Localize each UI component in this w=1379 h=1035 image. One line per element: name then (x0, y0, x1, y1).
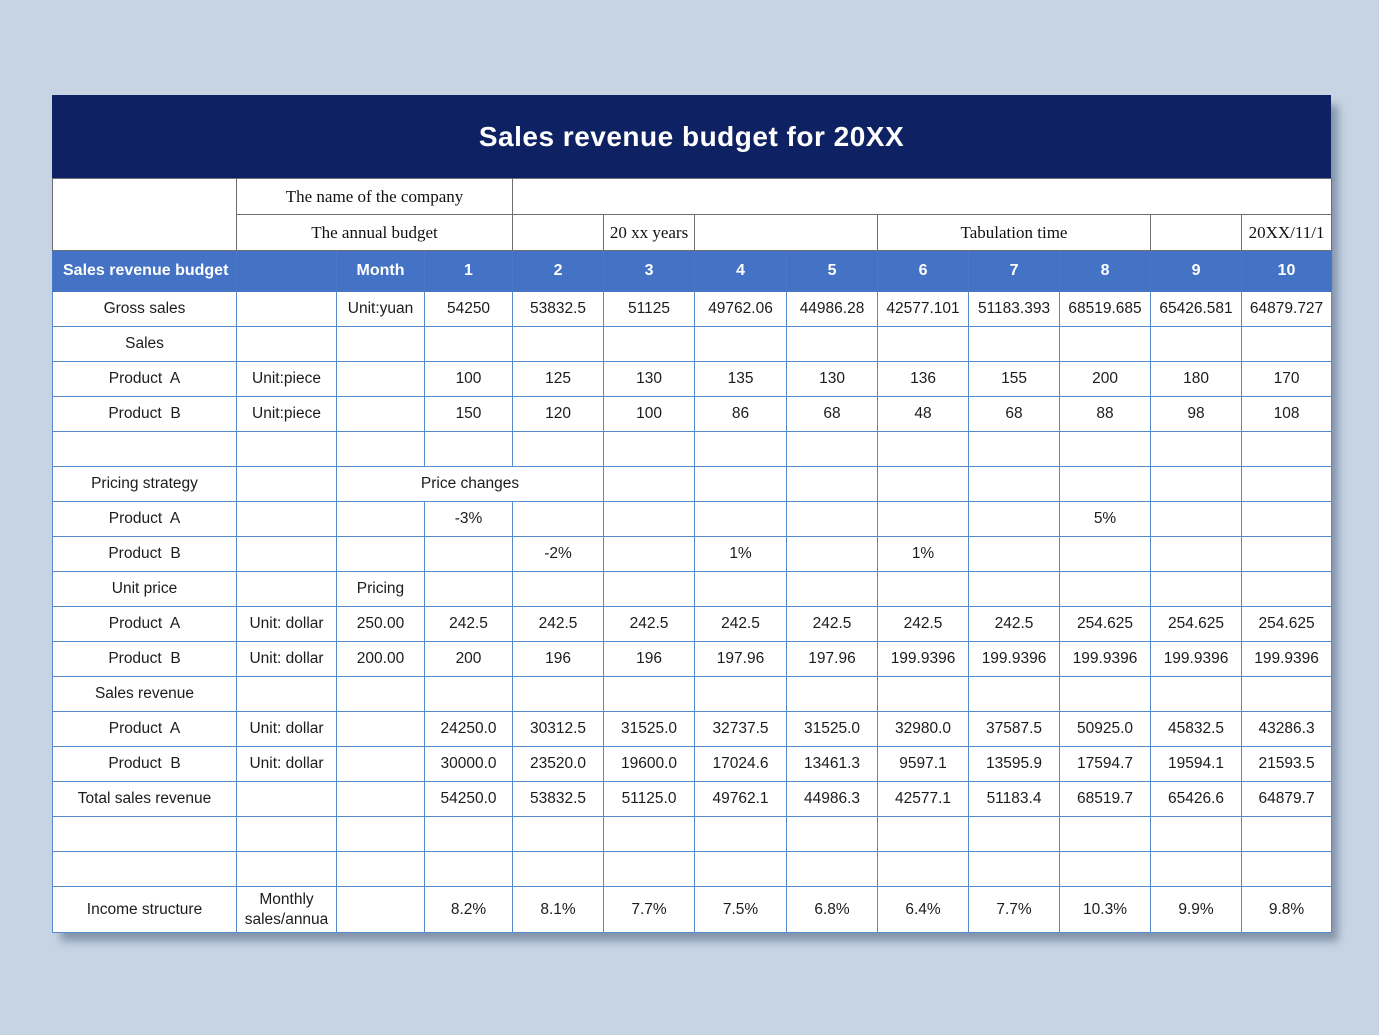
table-cell-r7-c11[interactable] (1151, 432, 1242, 467)
table-cell-r8-c1[interactable] (237, 467, 337, 502)
table-cell-r5-c7[interactable]: 130 (787, 362, 878, 397)
table-cell-r11-c9[interactable] (969, 572, 1060, 607)
table-cell-r20-c6[interactable]: 7.5% (695, 887, 787, 933)
table-cell-r19-c10[interactable] (1060, 852, 1151, 887)
table-cell-r18-c8[interactable] (878, 817, 969, 852)
table-cell-r14-c12[interactable] (1242, 677, 1332, 712)
table-cell-r7-c6[interactable] (695, 432, 787, 467)
table-cell-r19-c0[interactable] (53, 852, 237, 887)
table-cell-r18-c10[interactable] (1060, 817, 1151, 852)
table-cell-r3-c2[interactable]: Unit:yuan (337, 292, 425, 327)
table-cell-r5-c10[interactable]: 200 (1060, 362, 1151, 397)
table-cell-r20-c8[interactable]: 6.4% (878, 887, 969, 933)
table-cell-r17-c1[interactable] (237, 782, 337, 817)
table-row (53, 572, 1332, 607)
table-cell-r16-c4[interactable]: 23520.0 (513, 747, 604, 782)
spreadsheet (52, 95, 1331, 933)
table-cell-r2-c3[interactable]: 1 (425, 251, 513, 292)
table-cell-r19-c6[interactable] (695, 852, 787, 887)
table-cell-r4-c0[interactable]: Sales (53, 327, 237, 362)
table-cell-r15-c7[interactable]: 31525.0 (787, 712, 878, 747)
table-cell-r6-c4[interactable]: 120 (513, 397, 604, 432)
table-cell-r13-c2[interactable]: 200.00 (337, 642, 425, 677)
table-cell-r2-c9[interactable]: 7 (969, 251, 1060, 292)
table-cell-r2-c11[interactable]: 9 (1151, 251, 1242, 292)
table-cell-r12-c10[interactable]: 254.625 (1060, 607, 1151, 642)
table-cell-r3-c1[interactable] (237, 292, 337, 327)
table-cell-r3-c10[interactable]: 68519.685 (1060, 292, 1151, 327)
table-cell-r19-c8[interactable] (878, 852, 969, 887)
table-cell-r19-c12[interactable] (1242, 852, 1332, 887)
table-cell-r10-c5[interactable] (604, 537, 695, 572)
table-row (53, 852, 1332, 887)
table-cell-r19-c4[interactable] (513, 852, 604, 887)
table-cell-r9-c11[interactable] (1151, 502, 1242, 537)
table-cell-r12-c5[interactable]: 242.5 (604, 607, 695, 642)
table-cell-r6-c6[interactable]: 86 (695, 397, 787, 432)
table-cell-r1-c4[interactable]: Tabulation time (878, 215, 1151, 251)
table-cell-r3-c3[interactable]: 54250 (425, 292, 513, 327)
table-cell-r11-c3[interactable] (425, 572, 513, 607)
table-cell-r10-c12[interactable] (1242, 537, 1332, 572)
table-cell-r12-c11[interactable]: 254.625 (1151, 607, 1242, 642)
table-cell-r8-c4[interactable] (695, 467, 787, 502)
table-cell-r4-c5[interactable] (604, 327, 695, 362)
table-cell-r4-c10[interactable] (1060, 327, 1151, 362)
table-cell-r1-c3[interactable] (695, 215, 878, 251)
table-cell-r18-c3[interactable] (425, 817, 513, 852)
table-cell-r19-c3[interactable] (425, 852, 513, 887)
table-cell-r6-c5[interactable]: 100 (604, 397, 695, 432)
table-cell-r9-c1[interactable] (237, 502, 337, 537)
table-row (53, 397, 1332, 432)
table-cell-r17-c2[interactable] (337, 782, 425, 817)
table-cell-r4-c12[interactable] (1242, 327, 1332, 362)
table-cell-r16-c9[interactable]: 13595.9 (969, 747, 1060, 782)
table-cell-r20-c12[interactable]: 9.8% (1242, 887, 1332, 933)
table-cell-r15-c3[interactable]: 24250.0 (425, 712, 513, 747)
table-cell-r14-c9[interactable] (969, 677, 1060, 712)
table-cell-r5-c11[interactable]: 180 (1151, 362, 1242, 397)
table-cell-r4-c8[interactable] (878, 327, 969, 362)
table-cell-r17-c4[interactable]: 53832.5 (513, 782, 604, 817)
table-row (53, 642, 1332, 677)
table-cell-r17-c0[interactable]: Total sales revenue (53, 782, 237, 817)
table-cell-r0-c1[interactable]: The name of the company (237, 179, 513, 215)
table-cell-r6-c0[interactable]: Product B (53, 397, 237, 432)
table-cell-r19-c5[interactable] (604, 852, 695, 887)
table-cell-r16-c7[interactable]: 13461.3 (787, 747, 878, 782)
table-cell-r13-c9[interactable]: 199.9396 (969, 642, 1060, 677)
table-cell-r9-c7[interactable] (787, 502, 878, 537)
table-cell-r18-c2[interactable] (337, 817, 425, 852)
table-cell-r12-c1[interactable]: Unit: dollar (237, 607, 337, 642)
table-cell-r14-c0[interactable]: Sales revenue (53, 677, 237, 712)
table-cell-r17-c8[interactable]: 42577.1 (878, 782, 969, 817)
table-cell-r13-c1[interactable]: Unit: dollar (237, 642, 337, 677)
table-cell-r10-c10[interactable] (1060, 537, 1151, 572)
table-cell-r19-c1[interactable] (237, 852, 337, 887)
table-cell-r15-c12[interactable]: 43286.3 (1242, 712, 1332, 747)
table-cell-r18-c7[interactable] (787, 817, 878, 852)
table-cell-r9-c8[interactable] (878, 502, 969, 537)
table-cell-r14-c5[interactable] (604, 677, 695, 712)
table-cell-r15-c1[interactable]: Unit: dollar (237, 712, 337, 747)
table-cell-r2-c10[interactable]: 8 (1060, 251, 1151, 292)
table-cell-r9-c5[interactable] (604, 502, 695, 537)
table-cell-r1-c5[interactable] (1151, 215, 1242, 251)
table-cell-r10-c9[interactable] (969, 537, 1060, 572)
table-cell-r2-c0[interactable]: Sales revenue budget (53, 251, 237, 292)
table-cell-r7-c5[interactable] (604, 432, 695, 467)
table-cell-r12-c12[interactable]: 254.625 (1242, 607, 1332, 642)
table-cell-r13-c6[interactable]: 197.96 (695, 642, 787, 677)
table-cell-r9-c12[interactable] (1242, 502, 1332, 537)
table-cell-r5-c12[interactable]: 170 (1242, 362, 1332, 397)
table-row (53, 215, 1332, 251)
table-cell-r3-c7[interactable]: 44986.28 (787, 292, 878, 327)
table-cell-r11-c8[interactable] (878, 572, 969, 607)
table-cell-r10-c11[interactable] (1151, 537, 1242, 572)
table-cell-r17-c7[interactable]: 44986.3 (787, 782, 878, 817)
table-cell-r17-c5[interactable]: 51125.0 (604, 782, 695, 817)
table-cell-r4-c11[interactable] (1151, 327, 1242, 362)
table-cell-r20-c3[interactable]: 8.2% (425, 887, 513, 933)
table-cell-r7-c10[interactable] (1060, 432, 1151, 467)
table-cell-r0-c0[interactable] (53, 179, 237, 251)
table-cell-r2-c2[interactable]: Month (337, 251, 425, 292)
table-cell-r6-c10[interactable]: 88 (1060, 397, 1151, 432)
table-cell-r9-c3[interactable]: -3% (425, 502, 513, 537)
table-cell-r5-c1[interactable]: Unit:piece (237, 362, 337, 397)
table-cell-r16-c5[interactable]: 19600.0 (604, 747, 695, 782)
table-cell-r6-c9[interactable]: 68 (969, 397, 1060, 432)
table-cell-r4-c4[interactable] (513, 327, 604, 362)
table-cell-r7-c9[interactable] (969, 432, 1060, 467)
table-cell-r4-c3[interactable] (425, 327, 513, 362)
table-cell-r13-c8[interactable]: 199.9396 (878, 642, 969, 677)
table-cell-r18-c9[interactable] (969, 817, 1060, 852)
table-cell-r11-c6[interactable] (695, 572, 787, 607)
table-row (53, 292, 1332, 327)
sheet-title-text: Sales revenue budget for 20XX (478, 120, 905, 152)
table-cell-r16-c6[interactable]: 17024.6 (695, 747, 787, 782)
table-cell-r15-c2[interactable] (337, 712, 425, 747)
table-cell-r2-c6[interactable]: 4 (695, 251, 787, 292)
table-cell-r3-c9[interactable]: 51183.393 (969, 292, 1060, 327)
table-cell-r8-c7[interactable] (969, 467, 1060, 502)
table-cell-r20-c10[interactable]: 10.3% (1060, 887, 1151, 933)
sheet-title (52, 95, 1331, 178)
table-cell-r12-c6[interactable]: 242.5 (695, 607, 787, 642)
table-cell-r10-c0[interactable]: Product B (53, 537, 237, 572)
table-row (53, 607, 1332, 642)
table-cell-r11-c10[interactable] (1060, 572, 1151, 607)
table-cell-r6-c2[interactable] (337, 397, 425, 432)
table-row (53, 817, 1332, 852)
table-cell-r4-c1[interactable] (237, 327, 337, 362)
table-row (53, 432, 1332, 467)
budget-table-body (53, 179, 1332, 933)
table-cell-r4-c6[interactable] (695, 327, 787, 362)
table-cell-r11-c11[interactable] (1151, 572, 1242, 607)
table-cell-r18-c12[interactable] (1242, 817, 1332, 852)
table-cell-r20-c9[interactable]: 7.7% (969, 887, 1060, 933)
table-cell-r10-c3[interactable] (425, 537, 513, 572)
table-cell-r16-c11[interactable]: 19594.1 (1151, 747, 1242, 782)
table-cell-r2-c5[interactable]: 3 (604, 251, 695, 292)
table-cell-r13-c10[interactable]: 199.9396 (1060, 642, 1151, 677)
table-cell-r15-c6[interactable]: 32737.5 (695, 712, 787, 747)
table-cell-r20-c7[interactable]: 6.8% (787, 887, 878, 933)
table-cell-r1-c6[interactable]: 20XX/11/1 (1242, 215, 1332, 251)
budget-table (52, 178, 1332, 933)
table-cell-r20-c2[interactable] (337, 887, 425, 933)
table-cell-r8-c0[interactable]: Pricing strategy (53, 467, 237, 502)
table-cell-r8-c6[interactable] (878, 467, 969, 502)
table-cell-r11-c4[interactable] (513, 572, 604, 607)
table-cell-r8-c9[interactable] (1151, 467, 1242, 502)
table-cell-r16-c8[interactable]: 9597.1 (878, 747, 969, 782)
table-cell-r10-c2[interactable] (337, 537, 425, 572)
table-cell-r8-c5[interactable] (787, 467, 878, 502)
table-row (53, 502, 1332, 537)
table-cell-r4-c7[interactable] (787, 327, 878, 362)
table-cell-r7-c7[interactable] (787, 432, 878, 467)
table-cell-r11-c2[interactable]: Pricing (337, 572, 425, 607)
table-cell-r19-c2[interactable] (337, 852, 425, 887)
table-cell-r2-c8[interactable]: 6 (878, 251, 969, 292)
table-cell-r18-c5[interactable] (604, 817, 695, 852)
table-cell-r9-c6[interactable] (695, 502, 787, 537)
table-cell-r10-c8[interactable]: 1% (878, 537, 969, 572)
table-cell-r19-c11[interactable] (1151, 852, 1242, 887)
table-cell-r3-c11[interactable]: 65426.581 (1151, 292, 1242, 327)
table-cell-r12-c3[interactable]: 242.5 (425, 607, 513, 642)
table-cell-r6-c1[interactable]: Unit:piece (237, 397, 337, 432)
table-cell-r16-c0[interactable]: Product B (53, 747, 237, 782)
table-cell-r16-c1[interactable]: Unit: dollar (237, 747, 337, 782)
table-cell-r10-c6[interactable]: 1% (695, 537, 787, 572)
table-cell-r15-c11[interactable]: 45832.5 (1151, 712, 1242, 747)
table-cell-r18-c0[interactable] (53, 817, 237, 852)
table-row (53, 251, 1332, 292)
table-cell-r17-c9[interactable]: 51183.4 (969, 782, 1060, 817)
table-cell-r13-c0[interactable]: Product B (53, 642, 237, 677)
table-cell-r16-c12[interactable]: 21593.5 (1242, 747, 1332, 782)
table-cell-r11-c1[interactable] (237, 572, 337, 607)
table-cell-r8-c8[interactable] (1060, 467, 1151, 502)
table-cell-r20-c4[interactable]: 8.1% (513, 887, 604, 933)
table-cell-r18-c6[interactable] (695, 817, 787, 852)
table-cell-r14-c8[interactable] (878, 677, 969, 712)
table-cell-r14-c4[interactable] (513, 677, 604, 712)
table-row (53, 712, 1332, 747)
table-cell-r14-c2[interactable] (337, 677, 425, 712)
table-cell-r16-c10[interactable]: 17594.7 (1060, 747, 1151, 782)
table-cell-r2-c4[interactable]: 2 (513, 251, 604, 292)
table-row (53, 467, 1332, 502)
table-cell-r13-c3[interactable]: 200 (425, 642, 513, 677)
table-cell-r6-c12[interactable]: 108 (1242, 397, 1332, 432)
table-cell-r12-c9[interactable]: 242.5 (969, 607, 1060, 642)
table-cell-r3-c4[interactable]: 53832.5 (513, 292, 604, 327)
table-cell-r12-c0[interactable]: Product A (53, 607, 237, 642)
table-cell-r20-c5[interactable]: 7.7% (604, 887, 695, 933)
table-row (53, 747, 1332, 782)
table-cell-r19-c9[interactable] (969, 852, 1060, 887)
table-cell-r10-c7[interactable] (787, 537, 878, 572)
table-cell-r11-c0[interactable]: Unit price (53, 572, 237, 607)
table-cell-r7-c3[interactable] (425, 432, 513, 467)
table-row (53, 677, 1332, 712)
table-cell-r5-c8[interactable]: 136 (878, 362, 969, 397)
table-cell-r7-c2[interactable] (337, 432, 425, 467)
table-cell-r7-c0[interactable] (53, 432, 237, 467)
table-cell-r15-c9[interactable]: 37587.5 (969, 712, 1060, 747)
table-cell-r7-c4[interactable] (513, 432, 604, 467)
table-row (53, 887, 1332, 933)
table-cell-r7-c12[interactable] (1242, 432, 1332, 467)
table-cell-r14-c3[interactable] (425, 677, 513, 712)
table-cell-r8-c10[interactable] (1242, 467, 1332, 502)
table-cell-r9-c4[interactable] (513, 502, 604, 537)
table-cell-r5-c5[interactable]: 130 (604, 362, 695, 397)
table-cell-r5-c2[interactable] (337, 362, 425, 397)
table-cell-r20-c0[interactable]: Income structure (53, 887, 237, 933)
table-cell-r16-c3[interactable]: 30000.0 (425, 747, 513, 782)
table-cell-r16-c2[interactable] (337, 747, 425, 782)
table-cell-r17-c11[interactable]: 65426.6 (1151, 782, 1242, 817)
table-cell-r14-c6[interactable] (695, 677, 787, 712)
table-cell-r17-c12[interactable]: 64879.7 (1242, 782, 1332, 817)
table-cell-r9-c2[interactable] (337, 502, 425, 537)
table-cell-r1-c1[interactable] (513, 215, 604, 251)
table-cell-r8-c2[interactable]: Price changes (337, 467, 604, 502)
table-cell-r4-c9[interactable] (969, 327, 1060, 362)
table-cell-r14-c1[interactable] (237, 677, 337, 712)
table-cell-r10-c1[interactable] (237, 537, 337, 572)
table-cell-r0-c2[interactable] (513, 179, 1332, 215)
table-cell-r19-c7[interactable] (787, 852, 878, 887)
table-cell-r6-c3[interactable]: 150 (425, 397, 513, 432)
table-cell-r3-c5[interactable]: 51125 (604, 292, 695, 327)
table-cell-r5-c6[interactable]: 135 (695, 362, 787, 397)
table-cell-r3-c8[interactable]: 42577.101 (878, 292, 969, 327)
table-cell-r15-c10[interactable]: 50925.0 (1060, 712, 1151, 747)
table-cell-r6-c7[interactable]: 68 (787, 397, 878, 432)
table-cell-r15-c0[interactable]: Product A (53, 712, 237, 747)
table-cell-r14-c7[interactable] (787, 677, 878, 712)
table-cell-r5-c9[interactable]: 155 (969, 362, 1060, 397)
table-cell-r20-c11[interactable]: 9.9% (1151, 887, 1242, 933)
table-row (53, 782, 1332, 817)
table-cell-r12-c8[interactable]: 242.5 (878, 607, 969, 642)
table-cell-r2-c1[interactable] (237, 251, 337, 292)
table-cell-r17-c3[interactable]: 54250.0 (425, 782, 513, 817)
table-cell-r13-c7[interactable]: 197.96 (787, 642, 878, 677)
table-cell-r17-c10[interactable]: 68519.7 (1060, 782, 1151, 817)
table-cell-r14-c10[interactable] (1060, 677, 1151, 712)
table-cell-r1-c2[interactable]: 20 xx years (604, 215, 695, 251)
table-cell-r13-c12[interactable]: 199.9396 (1242, 642, 1332, 677)
table-cell-r20-c1[interactable]: Monthly sales/annua (237, 887, 337, 933)
table-cell-r13-c4[interactable]: 196 (513, 642, 604, 677)
table-cell-r10-c4[interactable]: -2% (513, 537, 604, 572)
table-cell-r14-c11[interactable] (1151, 677, 1242, 712)
table-cell-r12-c4[interactable]: 242.5 (513, 607, 604, 642)
table-cell-r6-c8[interactable]: 48 (878, 397, 969, 432)
table-cell-r15-c5[interactable]: 31525.0 (604, 712, 695, 747)
table-cell-r7-c8[interactable] (878, 432, 969, 467)
table-cell-r7-c1[interactable] (237, 432, 337, 467)
table-cell-r15-c8[interactable]: 32980.0 (878, 712, 969, 747)
table-cell-r11-c5[interactable] (604, 572, 695, 607)
table-cell-r5-c3[interactable]: 100 (425, 362, 513, 397)
table-row (53, 179, 1332, 215)
table-cell-r9-c0[interactable]: Product A (53, 502, 237, 537)
table-cell-r9-c9[interactable] (969, 502, 1060, 537)
table-row (53, 362, 1332, 397)
table-cell-r2-c7[interactable]: 5 (787, 251, 878, 292)
table-cell-r13-c5[interactable]: 196 (604, 642, 695, 677)
table-cell-r1-c0[interactable]: The annual budget (237, 215, 513, 251)
table-cell-r13-c11[interactable]: 199.9396 (1151, 642, 1242, 677)
table-cell-r11-c7[interactable] (787, 572, 878, 607)
table-cell-r9-c10[interactable]: 5% (1060, 502, 1151, 537)
table-cell-r8-c3[interactable] (604, 467, 695, 502)
table-cell-r4-c2[interactable] (337, 327, 425, 362)
table-cell-r3-c12[interactable]: 64879.727 (1242, 292, 1332, 327)
table-cell-r18-c4[interactable] (513, 817, 604, 852)
table-cell-r18-c11[interactable] (1151, 817, 1242, 852)
table-cell-r18-c1[interactable] (237, 817, 337, 852)
table-cell-r3-c6[interactable]: 49762.06 (695, 292, 787, 327)
table-cell-r3-c0[interactable]: Gross sales (53, 292, 237, 327)
table-cell-r2-c12[interactable]: 10 (1242, 251, 1332, 292)
table-cell-r5-c4[interactable]: 125 (513, 362, 604, 397)
table-cell-r17-c6[interactable]: 49762.1 (695, 782, 787, 817)
table-cell-r5-c0[interactable]: Product A (53, 362, 237, 397)
table-cell-r6-c11[interactable]: 98 (1151, 397, 1242, 432)
table-row (53, 537, 1332, 572)
table-cell-r11-c12[interactable] (1242, 572, 1332, 607)
table-cell-r15-c4[interactable]: 30312.5 (513, 712, 604, 747)
table-cell-r12-c7[interactable]: 242.5 (787, 607, 878, 642)
table-row (53, 327, 1332, 362)
table-cell-r12-c2[interactable]: 250.00 (337, 607, 425, 642)
